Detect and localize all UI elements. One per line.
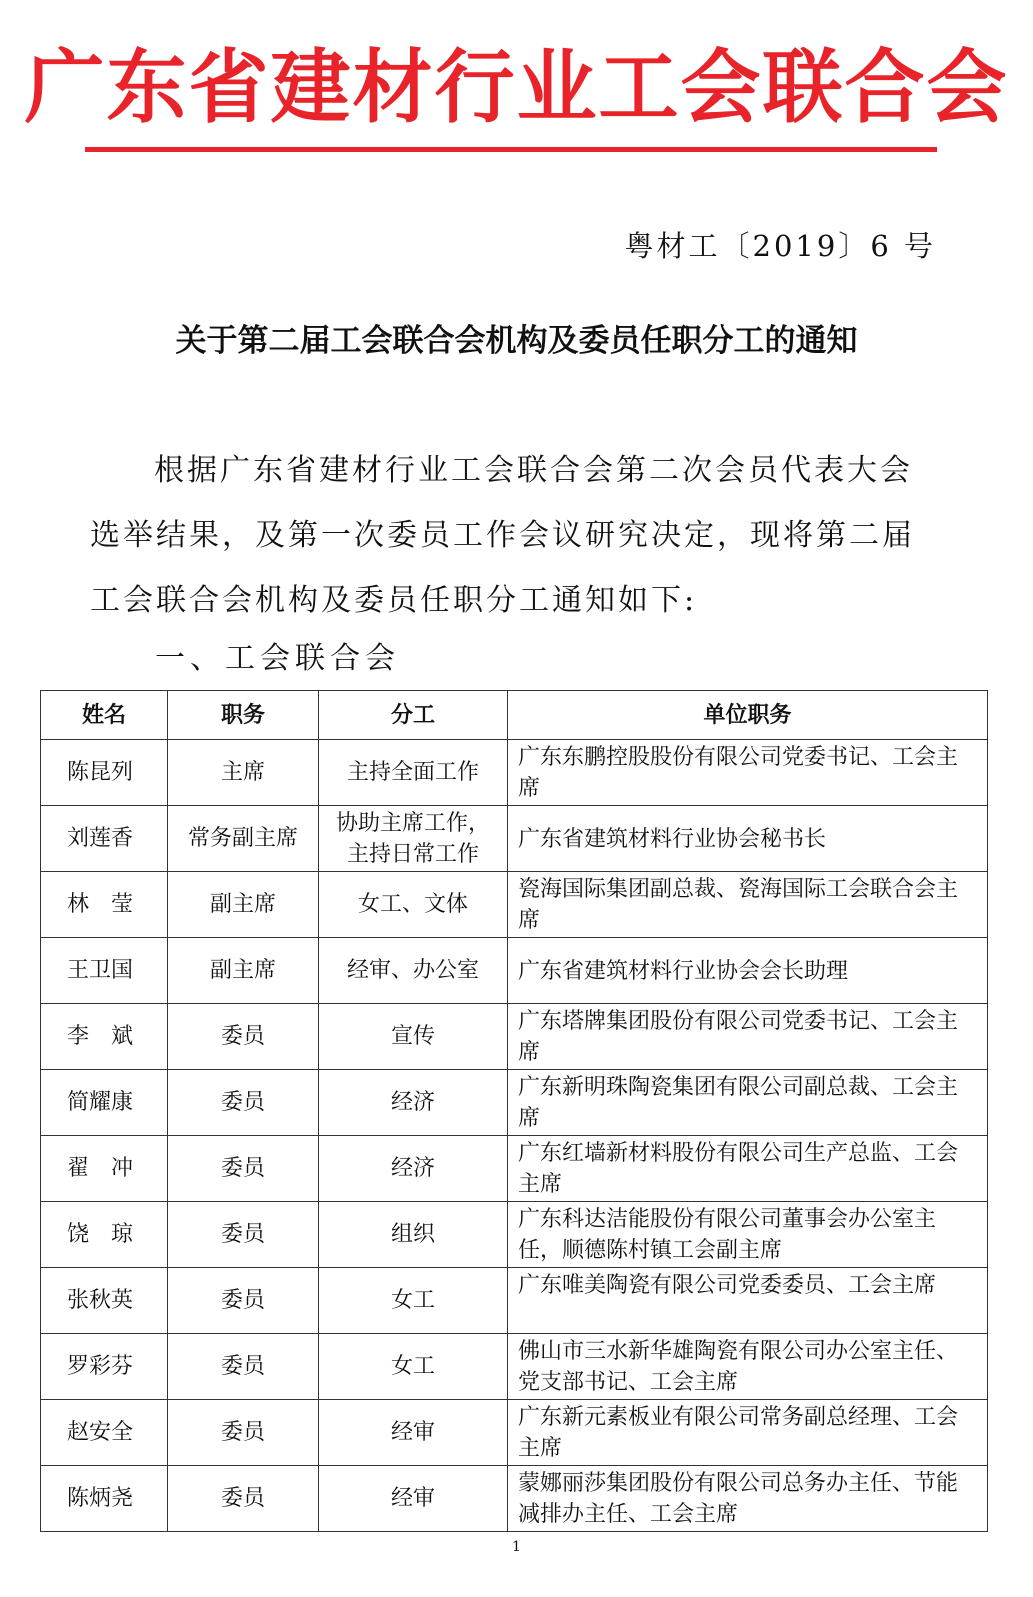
cell-unit-duty: 广东红墙新材料股份有限公司生产总监、工会主席 (508, 1136, 988, 1202)
cell-unit-duty: 广东科达洁能股份有限公司董事会办公室主任，顺德陈村镇工会副主席 (508, 1202, 988, 1268)
table-header-row (41, 691, 988, 740)
cell-division: 宣传 (319, 1004, 508, 1070)
cell-division: 女工、文体 (319, 872, 508, 938)
cell-position: 委员 (168, 1202, 319, 1268)
table-row (41, 1202, 988, 1268)
table-row (41, 1400, 988, 1466)
cell-unit-duty: 蒙娜丽莎集团股份有限公司总务办主任、节能减排办主任、工会主席 (508, 1466, 988, 1532)
cell-division: 主持全面工作 (319, 740, 508, 806)
table-row (41, 1268, 988, 1334)
cell-name: 王卫国 (41, 938, 168, 1004)
header-position: 职务 (168, 691, 319, 740)
cell-position: 委员 (168, 1136, 319, 1202)
cell-division: 经审 (319, 1400, 508, 1466)
page-number: 1 (512, 1539, 521, 1555)
body-paragraph: 根据广东省建材行业工会联合会第二次会员代表大会选举结果，及第一次委员工作会议研究决定，现将第二届工会联合会机构及委员任职分工通知如下: (90, 453, 915, 618)
header-division: 分工 (319, 691, 508, 740)
cell-position: 主席 (168, 740, 319, 806)
cell-division: 经审 (319, 1466, 508, 1532)
document-title: 关于第二届工会联合会机构及委员任职分工的通知 (175, 323, 858, 359)
cell-name: 陈炳尧 (41, 1466, 168, 1532)
cell-position: 委员 (168, 1400, 319, 1466)
table-row (41, 1004, 988, 1070)
cell-position: 委员 (168, 1466, 319, 1532)
cell-position: 常务副主席 (168, 806, 319, 872)
cell-unit-duty: 广东唯美陶瓷有限公司党委委员、工会主席 (508, 1268, 988, 1334)
cell-division: 经济 (319, 1136, 508, 1202)
cell-unit-duty: 瓷海国际集团副总裁、瓷海国际工会联合会主席 (508, 872, 988, 938)
cell-division: 经济 (319, 1070, 508, 1136)
header-name: 姓名 (41, 691, 168, 740)
committee-table (40, 690, 988, 1532)
cell-unit-duty: 广东新元素板业有限公司常务副总经理、工会主席 (508, 1400, 988, 1466)
cell-unit-duty: 佛山市三水新华雄陶瓷有限公司办公室主任、党支部书记、工会主席 (508, 1334, 988, 1400)
section-heading: 一、工会联合会 (155, 641, 400, 676)
cell-name: 罗彩芬 (41, 1334, 168, 1400)
table-row (41, 938, 988, 1004)
cell-division: 经审、办公室 (319, 938, 508, 1004)
table-row (41, 806, 988, 872)
cell-name: 林 莹 (41, 872, 168, 938)
cell-name: 张秋英 (41, 1268, 168, 1334)
table-row (41, 872, 988, 938)
cell-position: 委员 (168, 1268, 319, 1334)
document-number: 粤材工〔2019〕6 号 (624, 229, 936, 263)
cell-position: 委员 (168, 1334, 319, 1400)
header-unit-duty: 单位职务 (508, 691, 988, 740)
cell-unit-duty: 广东东鹏控股股份有限公司党委书记、工会主席 (508, 740, 988, 806)
table-row (41, 1334, 988, 1400)
cell-position: 副主席 (168, 938, 319, 1004)
cell-name: 李 斌 (41, 1004, 168, 1070)
cell-unit-duty: 广东塔牌集团股份有限公司党委书记、工会主席 (508, 1004, 988, 1070)
cell-division: 协助主席工作，主持日常工作 (319, 806, 508, 872)
cell-unit-duty: 广东省建筑材料行业协会秘书长 (508, 806, 988, 872)
cell-division: 女工 (319, 1268, 508, 1334)
cell-name: 简耀康 (41, 1070, 168, 1136)
cell-position: 委员 (168, 1004, 319, 1070)
table-row (41, 740, 988, 806)
organization-title: 广东省建材行业工会联合会 (24, 41, 1009, 134)
table-row (41, 1136, 988, 1202)
table-row (41, 1070, 988, 1136)
cell-name: 饶 琼 (41, 1202, 168, 1268)
cell-division: 组织 (319, 1202, 508, 1268)
cell-unit-duty: 广东新明珠陶瓷集团有限公司副总裁、工会主席 (508, 1070, 988, 1136)
cell-name: 赵安全 (41, 1400, 168, 1466)
cell-position: 副主席 (168, 872, 319, 938)
cell-name: 翟 冲 (41, 1136, 168, 1202)
cell-unit-duty: 广东省建筑材料行业协会会长助理 (508, 938, 988, 1004)
cell-name: 陈昆列 (41, 740, 168, 806)
cell-position: 委员 (168, 1070, 319, 1136)
table-row (41, 1466, 988, 1532)
cell-division: 女工 (319, 1334, 508, 1400)
cell-name: 刘莲香 (41, 806, 168, 872)
header-red-rule (85, 147, 937, 152)
